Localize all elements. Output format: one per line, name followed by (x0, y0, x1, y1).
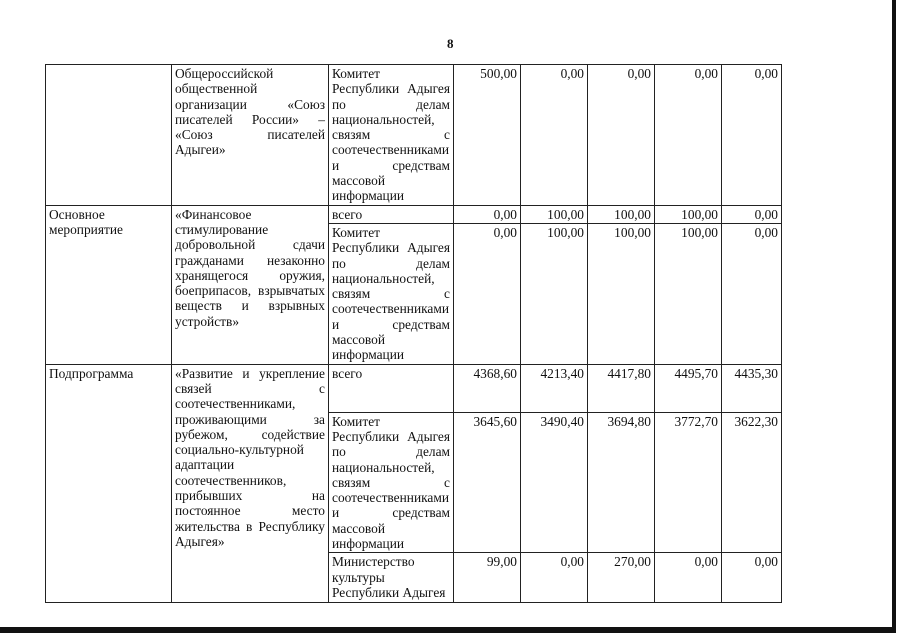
responsible-executor-cell: Комитет Республики Адыгея по делам национальностей, связям с соотечественниками и средствам массовой информации (329, 223, 454, 364)
value-cell: 500,00 (454, 65, 521, 206)
value-cell: 0,00 (655, 65, 722, 206)
value-cell: 3772,70 (655, 412, 722, 553)
value-cell: 4368,60 (454, 364, 521, 412)
value-cell: 3622,30 (722, 412, 782, 553)
value-cell: 0,00 (454, 223, 521, 364)
scan-bottom-border (0, 627, 896, 633)
value-cell: 3694,80 (588, 412, 655, 553)
value-cell: 100,00 (521, 223, 588, 364)
responsible-executor-cell: всего (329, 205, 454, 223)
value-cell: 100,00 (655, 223, 722, 364)
value-cell: 0,00 (521, 65, 588, 206)
value-cell: 0,00 (722, 205, 782, 223)
value-cell: 0,00 (722, 65, 782, 206)
value-cell: 0,00 (655, 553, 722, 603)
page-number: 8 (447, 36, 454, 51)
value-cell: 4495,70 (655, 364, 722, 412)
value-cell: 100,00 (588, 223, 655, 364)
value-cell: 4417,80 (588, 364, 655, 412)
table-row (46, 364, 782, 412)
value-cell: 0,00 (454, 205, 521, 223)
responsible-executor-cell: Комитет Республики Адыгея по делам национальностей, связям с соотечественниками и средствам массовой информации (329, 412, 454, 553)
value-cell: 4435,30 (722, 364, 782, 412)
responsible-executor-cell: всего (329, 364, 454, 412)
measure-type-cell: Подпрограмма (46, 364, 172, 603)
value-cell: 99,00 (454, 553, 521, 603)
measure-name-cell: «Развитие и укрепление связей с соотечественниками, проживающими за рубежом, содействие социально-культурной адаптации соотечественников, прибывших на постоянное место жительства в Республику Адыгея» (172, 364, 329, 603)
measure-type-cell: Основное мероприятие (46, 205, 172, 364)
scan-right-border (892, 0, 896, 632)
table-row (46, 65, 782, 206)
responsible-executor-cell: Комитет Республики Адыгея по делам национальностей, связям с соотечественниками и средствам массовой информации (329, 65, 454, 206)
value-cell: 4213,40 (521, 364, 588, 412)
value-cell: 3645,60 (454, 412, 521, 553)
measure-type-cell (46, 65, 172, 206)
value-cell: 0,00 (588, 65, 655, 206)
value-cell: 3490,40 (521, 412, 588, 553)
measure-name-cell: Общероссийской общественной организации «Союз писателей России» – «Союз писателей Адыгеи» (172, 65, 329, 206)
value-cell: 0,00 (722, 223, 782, 364)
responsible-executor-cell: Министерство культуры Республики Адыгея (329, 553, 454, 603)
value-cell: 100,00 (588, 205, 655, 223)
value-cell: 100,00 (655, 205, 722, 223)
value-cell: 0,00 (521, 553, 588, 603)
value-cell: 0,00 (722, 553, 782, 603)
value-cell: 100,00 (521, 205, 588, 223)
budget-table (45, 64, 782, 603)
value-cell: 270,00 (588, 553, 655, 603)
measure-name-cell: «Финансовое стимулирование добровольной сдачи гражданами незаконно хранящегося оружия, боеприпасов, взрывчатых веществ и взрывных устройств» (172, 205, 329, 364)
table-row (46, 205, 782, 223)
